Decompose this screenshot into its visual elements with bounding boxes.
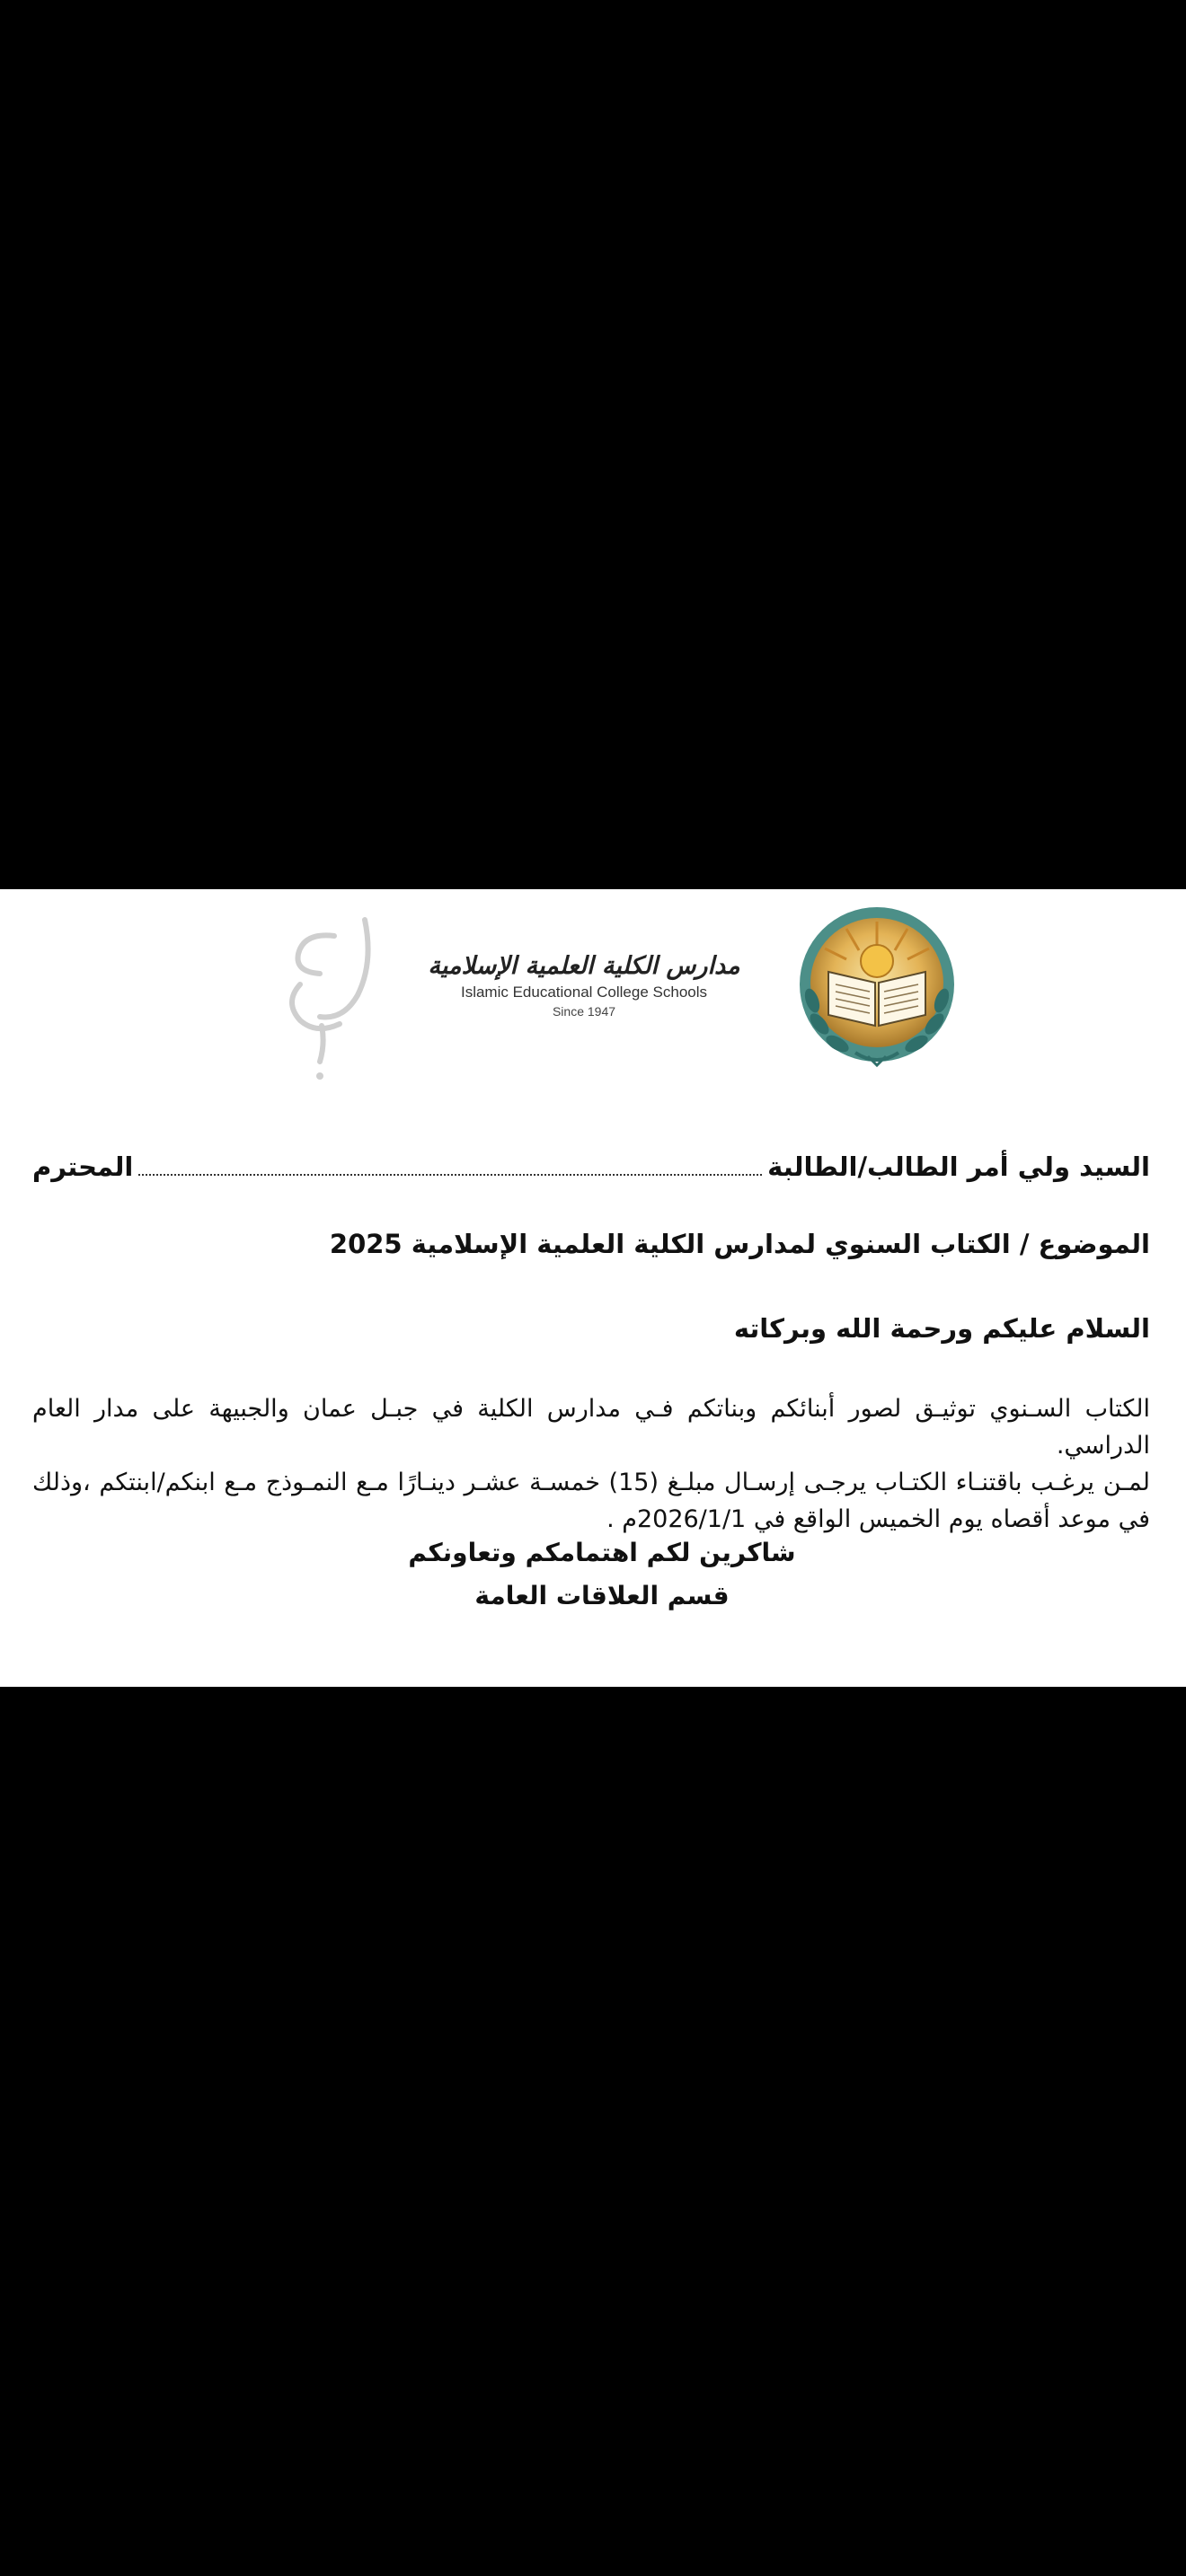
watermark-glyph: ك ع (330, 1008, 332, 1009)
letter-subject: الموضوع / الكتاب السنوي لمدارس الكلية العلمية الإسلامية 2025 (329, 1229, 1150, 1259)
school-founded-year: Since 1947 (552, 1004, 616, 1019)
addressee-suffix: المحترم (32, 1151, 134, 1182)
letter-greeting: السلام عليكم ورحمة الله وبركاته (733, 1313, 1150, 1344)
letter-body (32, 1390, 1150, 1538)
sender-department: قسم العلاقات العامة (474, 1581, 730, 1610)
addressee-prefix: السيد ولي أمر الطالب/الطالبة (767, 1151, 1150, 1182)
school-name-block (422, 952, 746, 1020)
school-crest-icon (792, 902, 961, 1071)
letter-page (0, 889, 1186, 1687)
body-line: لمـن يرغـب باقتنـاء الكتـاب يرجـى إرسـال مبلـغ (15) خمسـة عشـر دينـارًا مـع النمـوذج مـع ابنكم/ابنتكم ،وذلك في موعد أقصاه يوم الخميس الواقع في 2026/1/1م . (32, 1469, 1151, 1533)
addressee-blank (138, 1154, 762, 1176)
closing-thanks: شاكرين لكم اهتمامكم وتعاونكم (408, 1538, 796, 1567)
school-name-english: Islamic Educational College Schools (460, 984, 708, 1001)
school-name-arabic: مدارس الكلية العلمية الإسلامية (428, 952, 740, 980)
calligraphy-watermark-icon (268, 909, 394, 1089)
body-line: الكتاب السـنوي توثيـق لصور أبنائكم وبناتكم فـي مدارس الكلية في جبـل عمان والجبيهة على مدار العام الدراسي. (32, 1395, 1150, 1460)
addressee-line (32, 1151, 1150, 1182)
